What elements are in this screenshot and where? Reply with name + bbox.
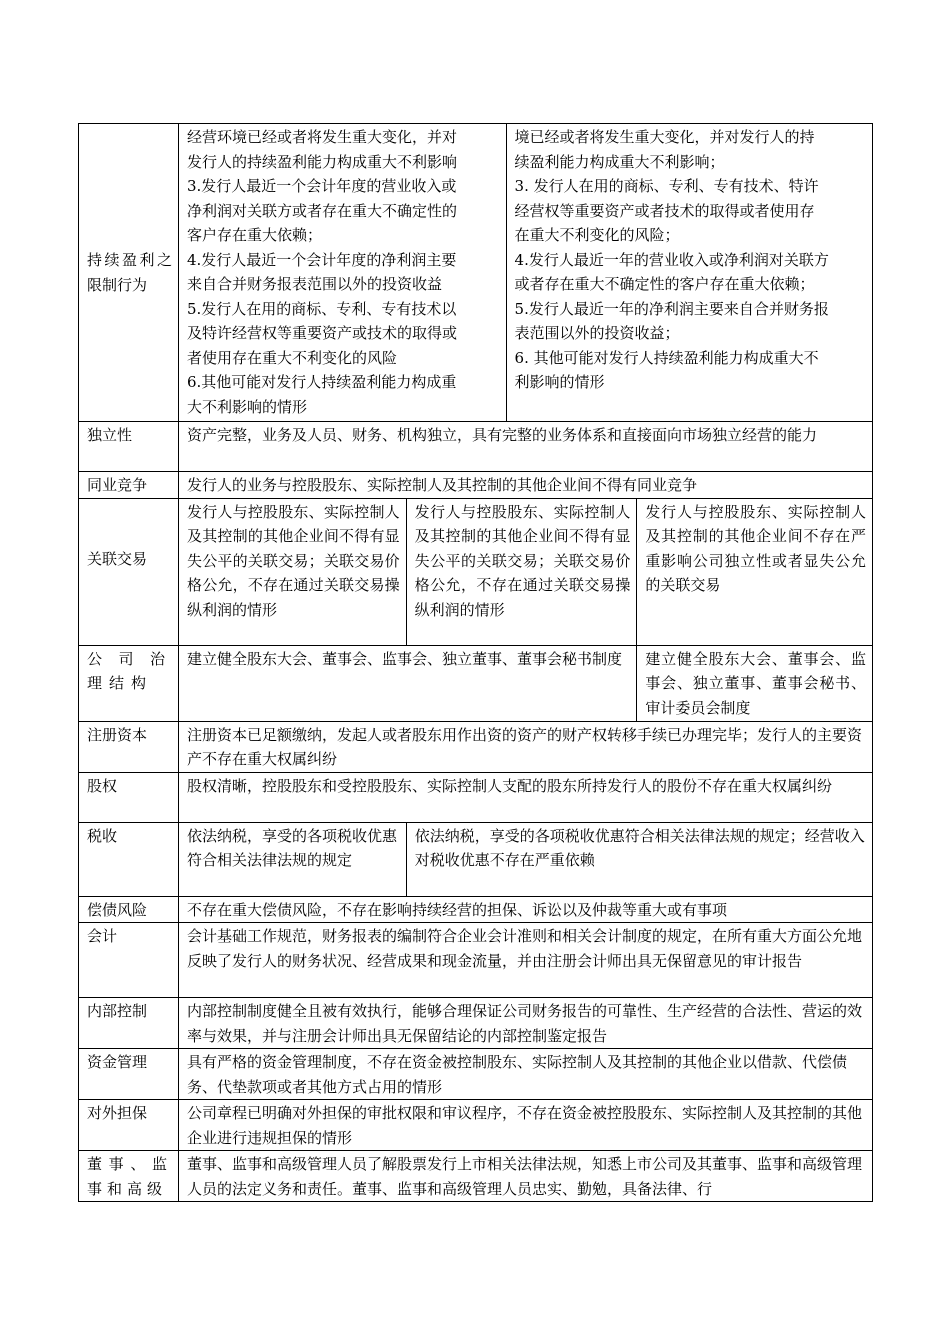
cell-line: 3.发行人最近一个会计年度的营业收入或	[187, 177, 457, 195]
table-row	[79, 498, 873, 645]
requirements-table	[78, 123, 873, 1202]
cell-line: 利影响的情形	[514, 373, 605, 391]
cell-tax-a: 依法纳税，享受的各项税收优惠符合相关法律法规的规定	[179, 823, 407, 896]
row-label: 注册资本	[79, 721, 179, 772]
cell-line: 在重大不利变化的风险；	[514, 226, 680, 244]
row-text: 注册资本已足额缴纳，发起人或者股东用作出资的资产的财产权转移手续已办理完毕；发行人的主要资产不存在重大权属纠纷	[179, 721, 873, 772]
row-text: 不存在重大偿债风险，不存在影响持续经营的担保、诉讼以及仲裁等重大或有事项	[179, 896, 873, 923]
table-row	[79, 1049, 873, 1100]
cell-line: 3. 发行人在用的商标、专利、专有技术、特许	[514, 177, 819, 195]
cell-related-a: 发行人与控股股东、实际控制人及其控制的其他企业间不得有显失公平的关联交易；关联交易价格公允，不存在通过关联交易操纵利润的情形	[179, 499, 407, 645]
cell-line: 来自合并财务报表范围以外的投资收益	[187, 275, 443, 293]
row-label: 董事、监事和高级	[79, 1151, 179, 1202]
row-text: 发行人的业务与控股股东、实际控制人及其控制的其他企业间不得有同业竞争	[179, 472, 873, 499]
cell-line: 净利润对关联方或者存在重大不确定性的	[187, 201, 458, 220]
cell-line: 续盈利能力构成重大不利影响；	[514, 152, 725, 171]
cell-related-c: 发行人与控股股东、实际控制人及其控制的其他企业间不存在严重影响公司独立性或者显失公允的关联交易	[645, 502, 866, 594]
row-label: 独立性	[79, 422, 179, 472]
cell-line: 发行人的持续盈利能力构成重大不利影响	[187, 152, 458, 171]
row-text: 股权清晰，控股股东和受控股股东、实际控制人支配的股东所持发行人的股份不存在重大权属纠纷	[179, 772, 873, 822]
row-label: 对外担保	[79, 1100, 179, 1151]
table-row	[79, 772, 873, 822]
table-row	[79, 998, 873, 1049]
row-label: 内部控制	[79, 998, 179, 1049]
cell-line: 5.发行人在用的商标、专利、专有技术以	[187, 299, 457, 318]
cell-line: 5.发行人最近一年的净利润主要来自合并财务报	[514, 299, 829, 318]
cell-line: 客户存在重大依赖；	[187, 226, 323, 244]
table-row	[79, 645, 873, 721]
cell-sustain-a	[179, 124, 507, 421]
cell-line: 经营权等重要资产或者技术的取得或者使用存	[514, 201, 815, 220]
cell-line: 大不利影响的情形	[187, 397, 308, 416]
row-text: 具有严格的资金管理制度，不存在资金被控制股东、实际控制人及其控制的其他企业以借款、代偿债务、代垫款项或者其他方式占用的情形	[179, 1049, 873, 1100]
row-text: 公司章程已明确对外担保的审批权限和审议程序，不存在资金被控股股东、实际控制人及其控制的其他企业进行违规担保的情形	[179, 1100, 873, 1151]
cell-line: 4.发行人最近一个会计年度的净利润主要	[187, 250, 457, 269]
cell-line: 6. 其他可能对发行人持续盈利能力构成重大不	[514, 348, 819, 367]
table-row	[79, 124, 873, 422]
row-text: 资产完整，业务及人员、财务、机构独立，具有完整的业务体系和直接面向市场独立经营的能力	[179, 422, 873, 472]
table-row	[79, 721, 873, 772]
row-label: 股权	[79, 772, 179, 822]
cell-line: 表范围以外的投资收益；	[514, 324, 680, 342]
cell-line: 境已经或者将发生重大变化，并对发行人的持	[514, 128, 815, 146]
cell-line: 或者存在重大不确定性的客户存在重大依赖；	[514, 275, 815, 293]
cell-related-b: 发行人与控股股东、实际控制人及其控制的其他企业间不得有显失公平的关联交易；关联交易价格公允，不存在通过关联交易操纵利润的情形	[407, 499, 638, 645]
cell-line: 及特许经营权等重要资产或技术的取得或	[187, 324, 458, 342]
row-label: 税收	[79, 822, 179, 896]
table-row	[79, 472, 873, 499]
cell-governance-a: 建立健全股东大会、董事会、监事会、独立董事、董事会秘书制度	[179, 646, 637, 721]
table-row	[79, 822, 873, 896]
row-label: 公司治理结构	[79, 645, 179, 721]
row-label: 资金管理	[79, 1049, 179, 1100]
cell-line: 4.发行人最近一年的营业收入或净利润对关联方	[514, 250, 829, 269]
row-text: 董事、监事和高级管理人员了解股票发行上市相关法律法规，知悉上市公司及其董事、监事和高级管理人员的法定义务和责任。董事、监事和高级管理人员忠实、勤勉，具备法律、行	[179, 1151, 873, 1202]
cell-tax-b: 依法纳税，享受的各项税收优惠符合相关法律法规的规定；经营收入对税收优惠不存在严重依赖	[414, 826, 865, 869]
cell-sustain-b	[507, 124, 872, 421]
row-label: 会计	[79, 923, 179, 998]
cell-line: 经营环境已经或者将发生重大变化，并对	[187, 128, 458, 146]
table-row	[79, 1151, 873, 1202]
row-label: 持续盈利之限制行为	[79, 124, 179, 422]
table-row	[79, 896, 873, 923]
row-text: 会计基础工作规范，财务报表的编制符合企业会计准则和相关会计制度的规定，在所有重大方面公允地反映了发行人的财务状况、经营成果和现金流量，并由注册会计师出具无保留意见的审计报告	[179, 923, 873, 998]
table-row	[79, 422, 873, 472]
table-row	[79, 1100, 873, 1151]
cell-line: 6.其他可能对发行人持续盈利能力构成重	[187, 373, 457, 391]
table-row	[79, 923, 873, 998]
row-label: 同业竞争	[79, 472, 179, 499]
cell-governance-b: 建立健全股东大会、董事会、监事会、独立董事、董事会秘书、审计委员会制度	[645, 649, 866, 717]
row-label: 关联交易	[79, 498, 179, 645]
cell-line: 者使用存在重大不利变化的风险	[187, 348, 398, 367]
row-text: 内部控制制度健全且被有效执行，能够合理保证公司财务报告的可靠性、生产经营的合法性、营运的效率与效果，并与注册会计师出具无保留结论的内部控制鉴定报告	[179, 998, 873, 1049]
row-label: 偿债风险	[79, 896, 179, 923]
